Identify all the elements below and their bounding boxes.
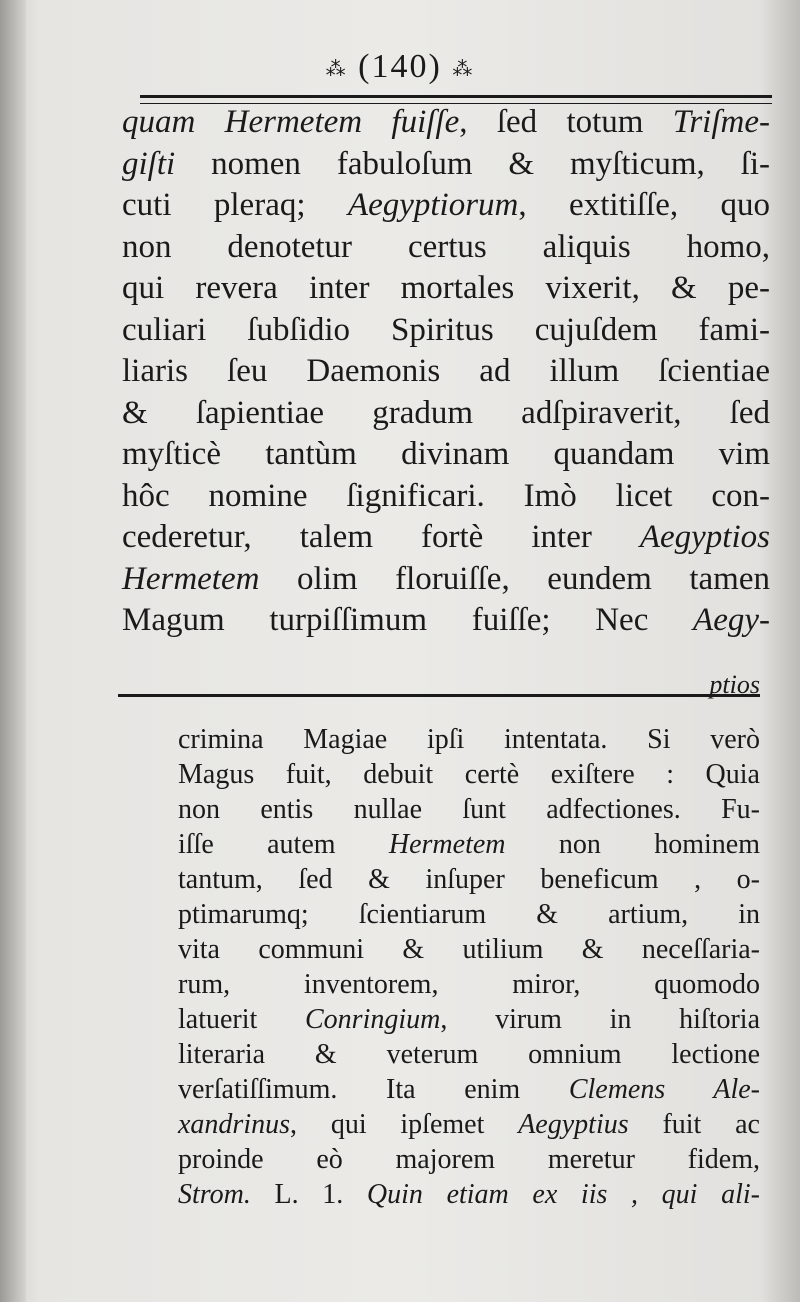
text-run: Magus fuit, debuit certè exiſtere : Quia xyxy=(178,759,760,790)
italic-phrase: giſti xyxy=(122,145,176,182)
text-line xyxy=(122,476,770,518)
catchword: ptios xyxy=(709,670,760,699)
text-run: rum, inventorem, miror, quomodo xyxy=(178,969,760,1000)
italic-phrase: Aegy- xyxy=(693,602,770,638)
text-line xyxy=(178,897,760,932)
text-run: cuti pleraq; xyxy=(122,187,348,223)
text-run: verſatiſſimum. Ita enim xyxy=(178,1074,569,1105)
text-run: culiari ſubſidio Spiritus cujuſdem fami- xyxy=(122,311,770,348)
text-run: Magum turpiſſimum fuiſſe; Nec xyxy=(122,602,694,638)
text-run: non hominem xyxy=(505,829,760,860)
text-run: literaria & veterum omnium lectione xyxy=(178,1039,760,1070)
text-run: , extitiſſe, quo xyxy=(518,187,770,223)
text-line xyxy=(122,517,770,559)
page-gutter xyxy=(0,0,26,1302)
text-line xyxy=(122,144,770,186)
text-run: nomen fabuloſum & myſticum, ſi- xyxy=(175,145,770,182)
italic-phrase: Quin etiam ex iis , qui ali- xyxy=(366,1179,760,1210)
text-line xyxy=(122,185,770,227)
ornament-left-icon: ⁂ xyxy=(325,58,348,81)
text-run: liaris ſeu Daemonis ad illum ſcientiae xyxy=(122,353,770,389)
text-run: olim floruiſſe, eundem tamen xyxy=(259,560,770,597)
text-run: ptimarumq; ſcientiarum & artium, in xyxy=(178,899,760,930)
page-number: (140) xyxy=(358,48,442,85)
text-line xyxy=(178,757,760,792)
text-run: vita communi & utilium & neceſſaria- xyxy=(178,934,760,965)
italic-phrase: Hermetem xyxy=(122,560,260,597)
text-line xyxy=(122,268,770,310)
text-run: hôc nomine ſignificari. Imò licet con- xyxy=(122,477,770,514)
footnote-text-block xyxy=(178,722,760,1212)
text-line xyxy=(178,1072,760,1107)
text-run: cederetur, talem fortè inter xyxy=(122,519,640,555)
text-run: latuerit xyxy=(178,1004,305,1035)
text-run: proinde eò majorem meretur fidem, xyxy=(178,1144,760,1175)
text-line xyxy=(178,722,760,757)
italic-phrase: Triſme- xyxy=(672,104,770,140)
italic-phrase: xandrinus xyxy=(178,1109,290,1140)
italic-phrase: quam Hermetem fuiſſe xyxy=(122,104,460,140)
page-header xyxy=(0,48,800,86)
text-line xyxy=(122,227,770,269)
text-line xyxy=(178,1037,760,1072)
text-line xyxy=(178,967,760,1002)
text-line xyxy=(178,792,760,827)
text-line xyxy=(178,1177,760,1212)
text-line xyxy=(122,102,770,144)
text-line xyxy=(178,1107,760,1142)
italic-phrase: Strom. xyxy=(178,1179,251,1210)
text-run: non entis nullae ſunt adfectiones. Fu- xyxy=(178,794,760,825)
italic-phrase: Aegyptios xyxy=(639,519,770,555)
text-run: , ſed totum xyxy=(459,104,673,140)
text-line xyxy=(122,351,770,393)
text-line xyxy=(122,600,770,642)
text-line xyxy=(122,434,770,476)
text-run: L. 1. xyxy=(250,1179,367,1210)
footnote-rule xyxy=(118,694,760,697)
text-line xyxy=(178,862,760,897)
text-line xyxy=(178,932,760,967)
text-line xyxy=(178,827,760,862)
italic-phrase: Aegyptiorum xyxy=(347,187,519,223)
text-run: myſticè tantùm divinam quandam vim xyxy=(122,436,770,472)
text-run: & ſapientiae gradum adſpiraverit, ſed xyxy=(122,394,770,431)
header-rule xyxy=(140,95,772,98)
italic-phrase: Conringium xyxy=(305,1004,441,1035)
italic-phrase: Clemens Ale- xyxy=(568,1074,760,1105)
text-line xyxy=(178,1142,760,1177)
text-run: , virum in hiſtoria xyxy=(440,1004,760,1035)
italic-phrase: Aegyptius xyxy=(518,1109,629,1140)
text-run: non denotetur certus aliquis homo, xyxy=(122,228,770,265)
ornament-right-icon: ⁂ xyxy=(452,58,475,81)
text-line xyxy=(122,310,770,352)
text-run: fuit ac xyxy=(628,1109,760,1140)
text-line xyxy=(122,393,770,435)
text-run: tantum, ſed & inſuper beneficum , o- xyxy=(178,864,760,895)
text-run: crimina Magiae ipſi intentata. Si verò xyxy=(178,724,760,755)
text-line xyxy=(178,1002,760,1037)
main-text-block xyxy=(122,102,770,642)
text-line xyxy=(122,559,770,601)
text-run: , qui ipſemet xyxy=(290,1109,519,1140)
italic-phrase: Hermetem xyxy=(388,829,506,860)
text-run: qui revera inter mortales vixerit, & pe- xyxy=(122,270,770,306)
text-run: iſſe autem xyxy=(178,829,389,860)
